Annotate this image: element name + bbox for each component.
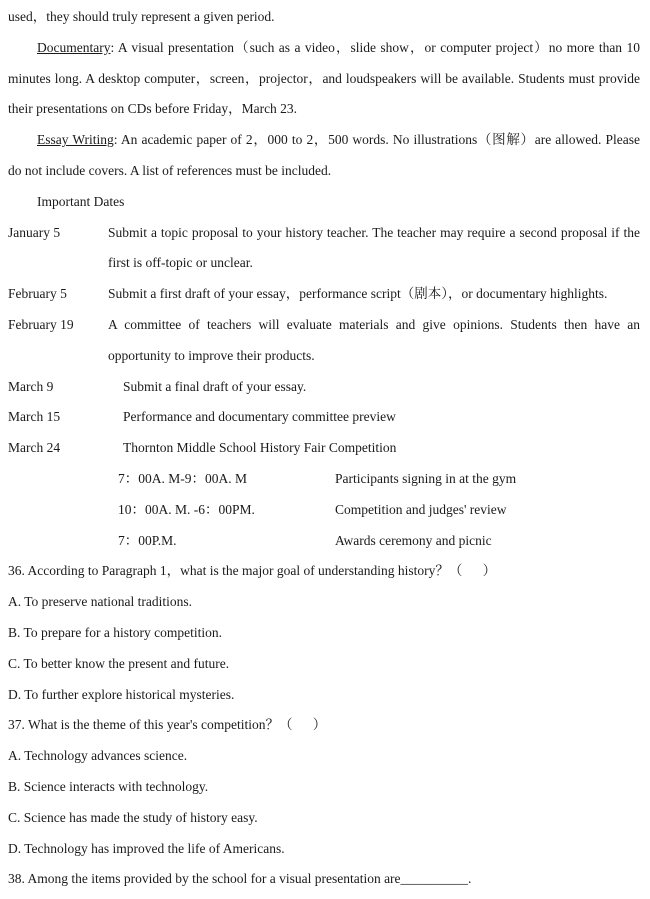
time-row-signin <box>8 464 640 495</box>
schedule-description: A committee of teachers will evaluate materials and give opinions. Students then have an opportunity to improve their products. <box>108 316 640 363</box>
question-36-option-a: A. To preserve national traditions. <box>8 594 193 610</box>
schedule-row-march-9 <box>8 372 640 403</box>
time-row-awards <box>8 526 640 557</box>
schedule-date: March 15 <box>8 409 61 425</box>
important-dates-heading: Important Dates <box>37 193 125 209</box>
question-37-option-b: B. Science interacts with technology. <box>8 778 209 794</box>
schedule-row-february-5 <box>8 279 640 310</box>
paragraph-continuation: used，they should truly represent a given period. <box>8 9 275 24</box>
question-text: Among the items provided by the school for a visual presentation are <box>27 871 401 887</box>
question-text: According to Paragraph 1，what is the major goal of understanding history？（ ） <box>27 563 497 579</box>
question-number: 38. <box>8 871 25 887</box>
question-36-option-b: B. To prepare for a history competition. <box>8 624 223 640</box>
time-row-competition <box>8 495 640 526</box>
schedule-description: Performance and documentary committee preview <box>123 409 396 425</box>
schedule-description: Thornton Middle School History Fair Competition <box>123 440 397 456</box>
question-37 <box>8 710 640 741</box>
question-36-option-c: C. To better know the present and future. <box>8 655 230 671</box>
time-value: 10：00A. M. -6：00PM. <box>118 501 255 517</box>
question-37-option-a: A. Technology advances science. <box>8 748 188 764</box>
march24-time-table <box>8 464 640 556</box>
question-36-option-d: D. To further explore historical mysteries. <box>8 686 235 702</box>
schedule-description: Submit a first draft of your essay，performance script（剧本），or documentary highlights. <box>108 286 608 302</box>
question-number: 36. <box>8 563 25 579</box>
schedule-row-february-19 <box>8 310 640 372</box>
question-suffix: . <box>468 871 472 887</box>
answer-blank: __________ <box>400 871 469 887</box>
schedule-row-march-24 <box>8 433 640 464</box>
time-value: 7：00P.M. <box>118 532 177 548</box>
schedule-description: Submit a final draft of your essay. <box>123 378 307 394</box>
paragraph-documentary <box>8 33 640 125</box>
question-38 <box>8 864 640 895</box>
question-37-option-c: C. Science has made the study of history easy. <box>8 809 258 825</box>
schedule-date: March 9 <box>8 378 54 394</box>
paragraph-essay-writing-text: : An academic paper of 2，000 to 2，500 words. No illustrations（图解）are allowed. Please do not include covers. A list of references must be included. <box>8 132 640 178</box>
term-essay-writing: Essay Writing <box>37 132 114 148</box>
schedule-date: March 24 <box>8 440 61 456</box>
schedule-date: February 19 <box>8 316 74 332</box>
term-documentary: Documentary <box>37 39 111 55</box>
schedule-date: February 5 <box>8 286 67 302</box>
important-dates-schedule <box>8 218 640 464</box>
paragraph-essay-writing <box>8 125 640 187</box>
schedule-date: January 5 <box>8 224 61 240</box>
question-36 <box>8 556 640 587</box>
event-label: Participants signing in at the gym <box>335 470 517 486</box>
question-number: 37. <box>8 717 25 733</box>
event-label: Awards ceremony and picnic <box>335 532 492 548</box>
time-value: 7：00A. M-9：00A. M <box>118 470 248 486</box>
schedule-row-march-15 <box>8 402 640 433</box>
schedule-row-january-5 <box>8 218 640 280</box>
paragraph-documentary-text: : A visual presentation（such as a video，slide show，or computer project）no more than 10 minutes long. A desktop computer，screen，projector，and loudspeakers will be available. Students must provide their presentations on CDs before Friday，March 23. <box>8 39 640 117</box>
question-37-option-d: D. Technology has improved the life of Americans. <box>8 840 285 856</box>
event-label: Competition and judges' review <box>335 501 507 517</box>
question-text: What is the theme of this year's competition？（ ） <box>28 717 327 733</box>
schedule-description: Submit a topic proposal to your history teacher. The teacher may require a second proposal if the first is off-topic or unclear. <box>108 224 640 271</box>
